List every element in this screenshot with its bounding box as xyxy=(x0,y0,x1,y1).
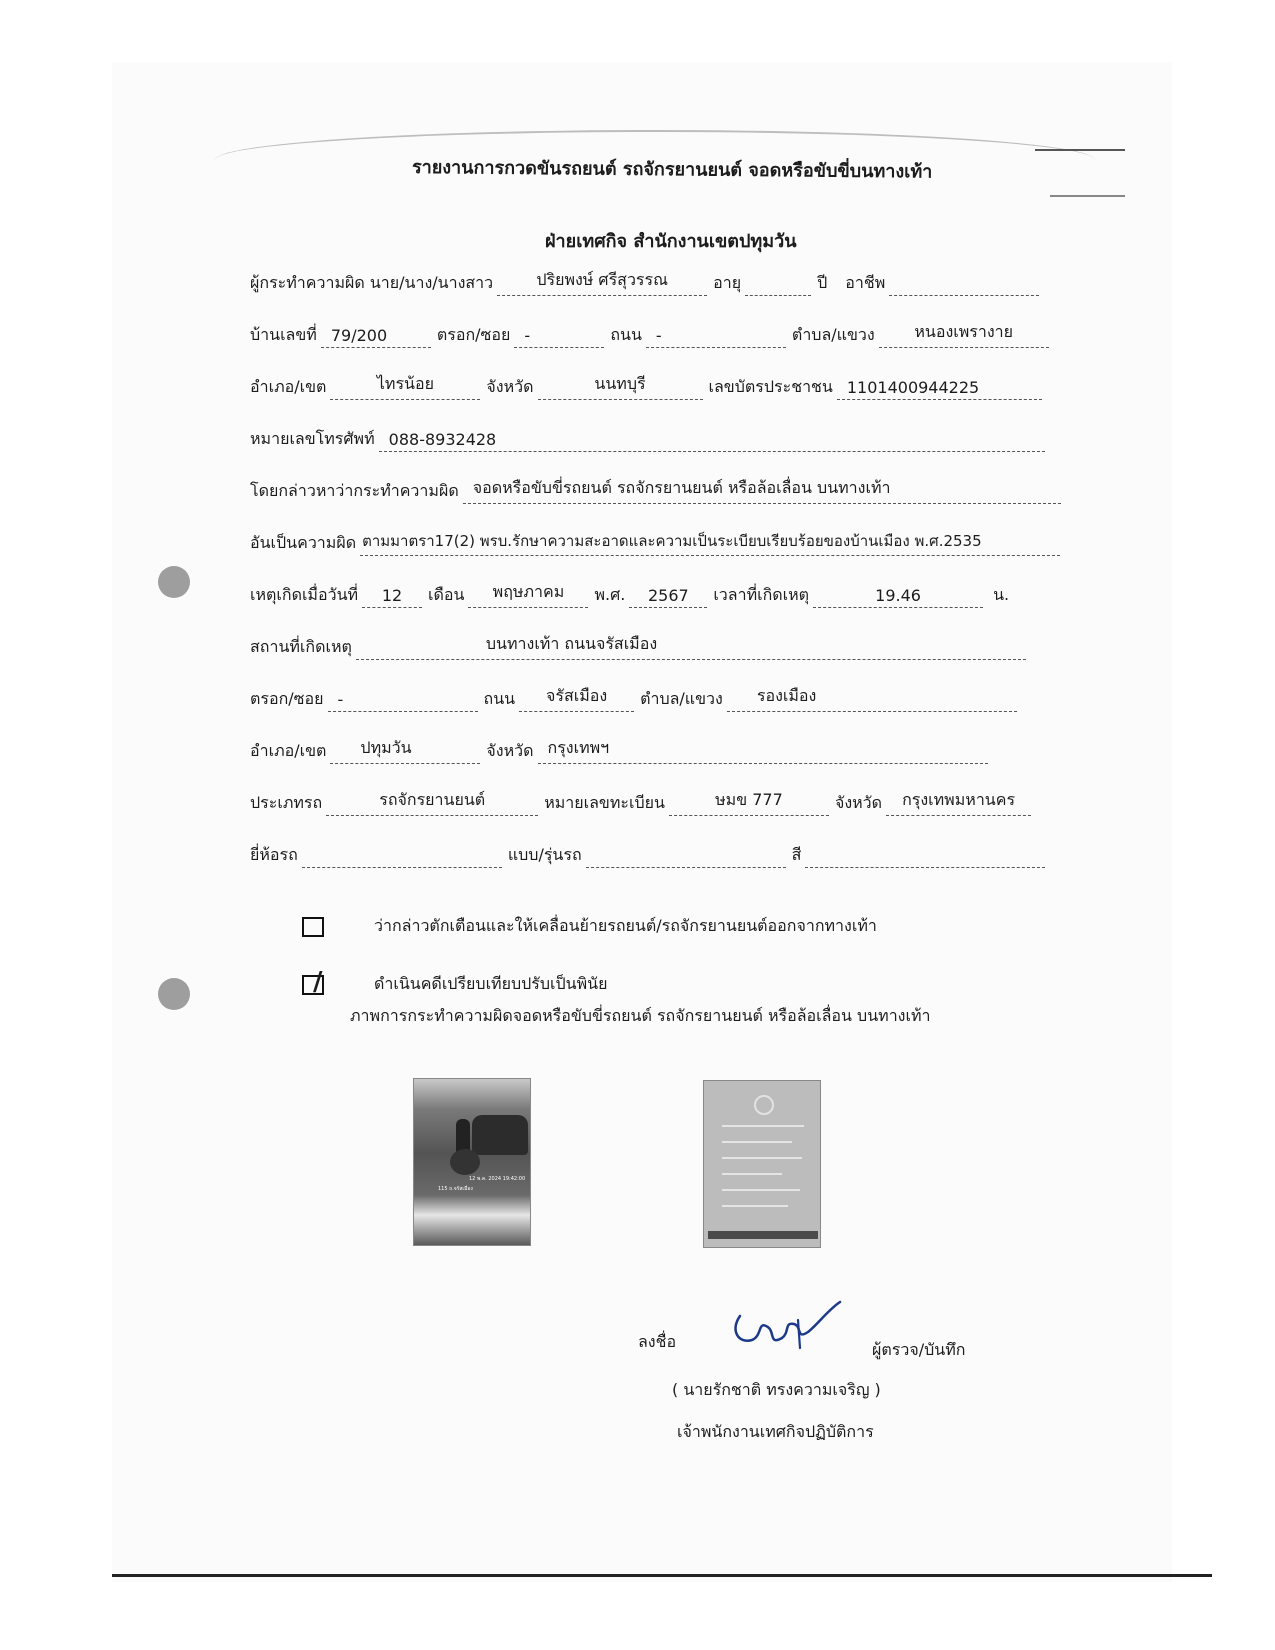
photo-location: 115 ถ.จรัสเมือง xyxy=(438,1186,473,1192)
document-text-line xyxy=(722,1205,788,1207)
month-value: พฤษภาคม xyxy=(468,580,588,608)
incident-subdistrict-label: ตำบล/แขวง xyxy=(640,689,723,708)
id-number: 1101400944225 xyxy=(837,378,1042,400)
photo-caption: ภาพการกระทำความผิดจอดหรือขับขี่รถยนต์ รถจักรยานยนต์ หรือล้อเลื่อน บนทางเท้า xyxy=(350,1006,931,1025)
plate-label: หมายเลขทะเบียน xyxy=(544,793,665,812)
incident-province-label: จังหวัด xyxy=(486,741,534,760)
day-value: 12 xyxy=(362,586,422,608)
incident-province-value: กรุงเทพฯ xyxy=(538,736,988,764)
incident-alley-value: - xyxy=(328,690,478,712)
district-row xyxy=(250,366,1080,400)
year-unit: ปี xyxy=(817,273,828,292)
plate-value: ษมข 777 xyxy=(669,788,829,816)
model-label: แบบ/รุ่นรถ xyxy=(507,845,582,864)
incident-road-row xyxy=(250,678,1080,712)
incident-district-label: อำเภอ/เขต xyxy=(250,741,327,760)
scan-bottom-edge xyxy=(112,1574,1212,1577)
law-value: ตามมาตรา17(2) พรบ.รักษาความสะอาดและความเป็นระเบียบเรียบร้อยของบ้านเมือง พ.ศ.2535 xyxy=(360,529,1060,556)
evidence-photo-street xyxy=(413,1078,531,1246)
house-label: บ้านเลขที่ xyxy=(250,325,317,344)
signature-role: ผู้ตรวจ/บันทึก xyxy=(872,1340,966,1359)
year-label: พ.ศ. xyxy=(594,585,626,604)
occupation-value xyxy=(889,293,1039,296)
document-footer-bar xyxy=(708,1231,818,1239)
accused-label: โดยกล่าวหาว่ากระทำความผิด xyxy=(250,481,459,500)
document-text-line xyxy=(722,1141,792,1143)
check-mark-icon: / xyxy=(313,966,323,997)
document-text-line xyxy=(722,1125,804,1127)
alley-value: - xyxy=(514,326,604,348)
brand-value xyxy=(302,865,502,868)
district-value: ไทรน้อย xyxy=(330,372,480,400)
document-title: รายงานการกวดขันรถยนต์ รถจักรยานยนต์ จอดหรือขับขี่บนทางเท้า xyxy=(411,157,933,183)
time-value: 19.46 xyxy=(813,586,983,608)
offender-name: ปริยพงษ์ ศรีสุวรรณ xyxy=(497,268,707,296)
vehicle-province-value: กรุงเทพมหานคร xyxy=(886,788,1031,816)
punch-hole xyxy=(158,978,190,1010)
paper-edge-mark xyxy=(1050,195,1125,197)
id-label: เลขบัตรประชาชน xyxy=(708,377,833,396)
action-fine[interactable] xyxy=(302,966,608,997)
warning-checkbox[interactable] xyxy=(302,917,324,937)
signer-name: ( นายรักชาติ ทรงความเจริญ ) xyxy=(672,1380,881,1399)
punch-hole xyxy=(158,566,190,598)
address-row xyxy=(250,314,1080,348)
subdistrict-label: ตำบล/แขวง xyxy=(791,325,875,344)
document-subtitle: ฝ่ายเทศกิจ สำนักงานเขตปทุมวัน xyxy=(545,231,797,252)
emblem-icon xyxy=(754,1095,774,1115)
province-value: นนทบุรี xyxy=(538,372,703,400)
incident-road-value: จรัสเมือง xyxy=(519,684,634,712)
incident-district-value: ปทุมวัน xyxy=(330,736,480,764)
phone-row xyxy=(250,418,1080,452)
car-shape xyxy=(472,1115,528,1155)
month-label: เดือน xyxy=(428,585,465,604)
year-value: 2567 xyxy=(629,586,707,608)
evidence-photo-document xyxy=(703,1080,821,1248)
paper-edge-mark xyxy=(1035,149,1125,151)
alley-label: ตรอก/ซอย xyxy=(436,325,511,344)
model-value xyxy=(586,865,786,868)
vehicle-province-label: จังหวัด xyxy=(834,793,883,812)
place-label: สถานที่เกิดเหตุ xyxy=(250,637,352,656)
fine-label: ดำเนินคดีเปรียบเทียบปรับเป็นพินัย xyxy=(374,974,608,993)
warning-label: ว่ากล่าวตักเตือนและให้เคลื่อนย้ายรถยนต์/รถจักรยานยนต์ออกจากทางเท้า xyxy=(374,916,877,935)
offender-row xyxy=(250,262,1080,296)
road-label: ถนน xyxy=(610,325,642,344)
vehicle-detail-row xyxy=(250,834,1080,868)
accused-row xyxy=(250,470,1080,504)
vehicle-row xyxy=(250,782,1080,816)
document-text-line xyxy=(722,1173,782,1175)
document-text-line xyxy=(722,1157,802,1159)
brand-label: ยี่ห้อรถ xyxy=(250,845,298,864)
color-label: สี xyxy=(791,845,802,864)
incident-alley-label: ตรอก/ซอย xyxy=(250,689,324,708)
time-label: เวลาที่เกิดเหตุ xyxy=(713,585,810,604)
incident-road-label: ถนน xyxy=(483,689,516,708)
district-label: อำเภอ/เขต xyxy=(250,377,327,396)
law-label: อันเป็นความผิด xyxy=(250,533,357,552)
house-number: 79/200 xyxy=(321,326,431,348)
signer-position: เจ้าพนักงานเทศกิจปฏิบัติการ xyxy=(677,1422,874,1441)
vehicle-type-value: รถจักรยานยนต์ xyxy=(326,788,538,816)
document-text-line xyxy=(722,1189,800,1191)
photo-timestamp: 12 พ.ค. 2024 19:42:00 xyxy=(469,1176,526,1182)
time-unit: น. xyxy=(993,585,1010,604)
signature-mark xyxy=(728,1296,848,1356)
phone-label: หมายเลขโทรศัพท์ xyxy=(250,429,375,448)
vehicle-type-label: ประเภทรถ xyxy=(250,793,323,812)
age-value xyxy=(745,293,811,296)
date-label: เหตุเกิดเมื่อวันที่ xyxy=(250,585,359,604)
fine-checkbox[interactable] xyxy=(302,966,324,997)
incident-subdistrict-value: รองเมือง xyxy=(727,684,1017,712)
law-row xyxy=(250,522,1080,556)
color-value xyxy=(805,865,1045,868)
incident-date-row xyxy=(250,574,1080,608)
accused-value: จอดหรือขับขี่รถยนต์ รถจักรยานยนต์ หรือล้อเลื่อน บนทางเท้า xyxy=(463,476,1061,504)
motorcycle-shape xyxy=(450,1149,480,1175)
phone-number: 088-8932428 xyxy=(379,430,1045,452)
province-label: จังหวัด xyxy=(486,377,534,396)
road-value: - xyxy=(646,326,786,348)
place-value: บนทางเท้า ถนนจรัสเมือง xyxy=(356,632,1026,660)
incident-place-row xyxy=(250,626,1080,660)
offender-label: ผู้กระทำความผิด นาย/นาง/นางสาว xyxy=(250,273,494,292)
occupation-label: อาชีพ xyxy=(845,273,886,292)
incident-district-row xyxy=(250,730,1080,764)
subdistrict-value: หนองเพรางาย xyxy=(879,320,1049,348)
age-label: อายุ xyxy=(713,273,742,292)
sign-label: ลงชื่อ xyxy=(638,1332,677,1351)
action-warning[interactable] xyxy=(302,914,877,939)
